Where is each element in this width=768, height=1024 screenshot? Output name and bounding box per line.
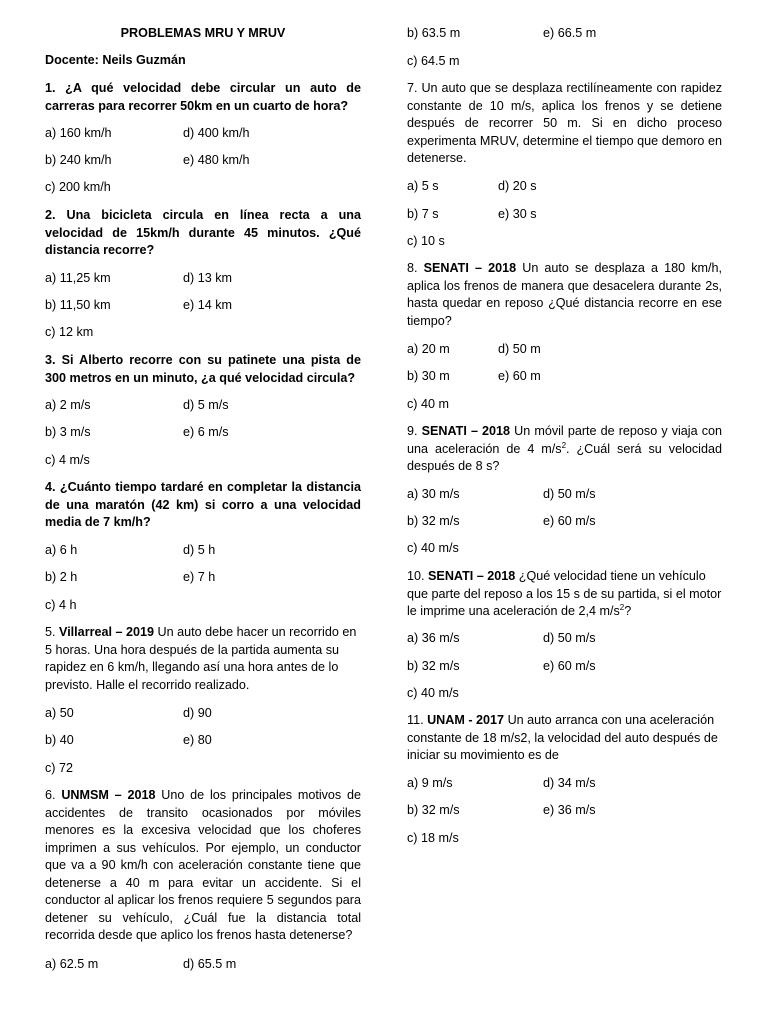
question-2-options-row-3 — [45, 324, 361, 342]
question-source: SENATI – 2018 — [428, 569, 516, 583]
question-5-options-row-3 — [45, 760, 361, 778]
option-c: c) 40 m/s — [407, 686, 459, 700]
option-a: a) 11,25 km — [45, 271, 111, 285]
question-text: Si Alberto recorre con su patinete una pista de 300 metros en un minuto, ¿a qué velocidad circula? — [45, 353, 362, 385]
question-number: 1. — [45, 81, 56, 95]
option-d: d) 20 s — [498, 179, 537, 193]
option-b: b) 30 m — [407, 369, 450, 383]
option-e: e) 60 m/s — [543, 514, 596, 528]
question-1 — [45, 80, 361, 115]
question-number: 5. — [45, 625, 56, 639]
option-c: c) 18 m/s — [407, 831, 459, 845]
option-b: b) 11,50 km — [45, 298, 111, 312]
question-11-options-row-3 — [407, 830, 722, 848]
option-c: c) 40 m/s — [407, 541, 459, 555]
option-b: b) 40 — [45, 733, 74, 747]
question-number: 6. — [45, 788, 56, 802]
question-number: 3. — [45, 353, 56, 367]
option-b: b) 3 m/s — [45, 425, 91, 439]
question-6-options-row-3 — [407, 53, 722, 71]
question-text-end: . ¿Cuál será su velocidad después de 8 s? — [407, 441, 722, 473]
question-4-options-row-3 — [45, 597, 361, 615]
question-8-options-row-2 — [407, 368, 722, 386]
question-number: 4. — [45, 480, 56, 494]
option-c: c) 40 m — [407, 397, 449, 411]
option-a: a) 5 s — [407, 179, 439, 193]
question-2 — [45, 207, 361, 260]
question-9-options-row-2 — [407, 513, 722, 531]
option-d: d) 50 m/s — [543, 631, 596, 645]
option-d: d) 50 m — [498, 342, 541, 356]
option-e: e) 480 km/h — [183, 153, 250, 167]
question-6 — [45, 787, 361, 945]
question-number: 10. — [407, 569, 425, 583]
option-c: c) 64.5 m — [407, 54, 460, 68]
option-c: c) 4 m/s — [45, 453, 90, 467]
option-e: e) 66.5 m — [543, 26, 597, 40]
option-b: b) 32 m/s — [407, 514, 460, 528]
option-d: d) 5 m/s — [183, 398, 229, 412]
question-10-options-row-3 — [407, 685, 722, 703]
option-d: d) 400 km/h — [183, 126, 250, 140]
option-a: a) 20 m — [407, 342, 450, 356]
option-b: b) 240 km/h — [45, 153, 112, 167]
option-c: c) 200 km/h — [45, 180, 111, 194]
option-d: d) 13 km — [183, 271, 232, 285]
option-a: a) 9 m/s — [407, 776, 453, 790]
question-8-options-row-1 — [407, 341, 722, 359]
option-a: a) 160 km/h — [45, 126, 112, 140]
question-text: Un auto arranca con una aceleración constante de 18 m/s2, la velocidad del auto después de iniciar su movimiento es de — [407, 713, 718, 762]
question-source: SENATI – 2018 — [423, 261, 517, 275]
option-d: d) 5 h — [183, 543, 216, 557]
exponent: 2 — [619, 603, 625, 612]
option-d: d) 34 m/s — [543, 776, 596, 790]
option-e: e) 60 m/s — [543, 659, 596, 673]
question-5-options-row-1 — [45, 705, 361, 723]
question-text: Un móvil parte de reposo y viaja con una aceleración de 4 m/s — [407, 424, 723, 456]
question-7 — [407, 80, 722, 168]
question-text: ¿Qué velocidad tiene un vehículo que parte del reposo a los 15 s de su partida, si el motor le imprime una aceleración de 2,4 m/s — [407, 569, 722, 618]
question-text: ¿A qué velocidad debe circular un auto de carreras para recorrer 50km en un cuarto de hora? — [45, 81, 361, 113]
question-10 — [407, 568, 722, 621]
question-9-options-row-3 — [407, 540, 722, 558]
question-10-options-row-2 — [407, 658, 722, 676]
question-9 — [407, 423, 722, 476]
question-1-options-row-2 — [45, 152, 361, 170]
question-number: 11. — [407, 713, 424, 727]
question-source: SENATI – 2018 — [421, 424, 511, 438]
question-5-options-row-2 — [45, 732, 361, 750]
question-7-options-row-2 — [407, 206, 722, 224]
option-a: a) 6 h — [45, 543, 78, 557]
option-a: a) 62.5 m — [45, 957, 99, 971]
option-a: a) 30 m/s — [407, 487, 460, 501]
question-number: 7. — [407, 81, 418, 95]
option-c: c) 10 s — [407, 234, 445, 248]
question-4-options-row-2 — [45, 569, 361, 587]
option-b: b) 32 m/s — [407, 803, 460, 817]
question-text: ¿Cuánto tiempo tardaré en completar la distancia de una maratón (42 km) si corro a una velocidad media de 7 km/h? — [45, 480, 361, 529]
question-text-end: ? — [624, 604, 632, 618]
option-e: e) 6 m/s — [183, 425, 229, 439]
question-text: Un auto se desplaza a 180 km/h, aplica los frenos de manera que desacelera durante 2s, hasta quedar en reposo ¿Qué distancia recorre en ese tiempo? — [407, 261, 722, 328]
page-title: PROBLEMAS MRU Y MRUV — [120, 26, 286, 40]
question-11 — [407, 712, 722, 765]
question-3-options-row-3 — [45, 452, 361, 470]
question-source: UNMSM – 2018 — [61, 788, 156, 802]
question-number: 9. — [407, 424, 418, 438]
option-b: b) 32 m/s — [407, 659, 460, 673]
question-text: Un auto que se desplaza rectilíneamente con rapidez constante de 10 m/s, aplica los frenos y se detiene después de recorrer 50 m. Si en dicho proceso experimenta MRUV, determine el tiempo que demoro en detenerse. — [407, 81, 723, 165]
option-b: b) 7 s — [407, 207, 439, 221]
question-source: Villarreal – 2019 — [59, 625, 155, 639]
question-number: 2. — [45, 208, 56, 222]
option-e: e) 7 h — [183, 570, 216, 584]
option-e: e) 14 km — [183, 298, 232, 312]
option-a: a) 50 — [45, 706, 74, 720]
question-4 — [45, 479, 361, 532]
question-text: Un auto debe hacer un recorrido en 5 horas. Una hora después de la partida aumenta su rapidez en 6 km/h, llegando así una hora antes de lo previsto. Halle el recorrido realizado. — [45, 625, 357, 692]
question-10-options-row-1 — [407, 630, 722, 648]
teacher-label: Docente: Neils Guzmán — [45, 53, 186, 67]
question-7-options-row-1 — [407, 178, 722, 196]
option-e: e) 60 m — [498, 369, 541, 383]
option-b: b) 63.5 m — [407, 26, 461, 40]
question-8-options-row-3 — [407, 396, 722, 414]
option-e: e) 30 s — [498, 207, 537, 221]
option-a: a) 36 m/s — [407, 631, 460, 645]
option-e: e) 36 m/s — [543, 803, 596, 817]
question-3 — [45, 352, 361, 387]
exponent: 2 — [561, 440, 567, 450]
option-e: e) 80 — [183, 733, 212, 747]
question-9-options-row-1 — [407, 486, 722, 504]
option-d: d) 50 m/s — [543, 487, 596, 501]
question-text: Una bicicleta circula en línea recta a una velocidad de 15km/h durante 45 minutos. ¿Qué distancia recorre? — [45, 208, 362, 257]
option-a: a) 2 m/s — [45, 398, 91, 412]
option-c: c) 72 — [45, 761, 73, 775]
question-3-options-row-1 — [45, 397, 361, 415]
option-c: c) 12 km — [45, 325, 94, 339]
question-7-options-row-3 — [407, 233, 722, 251]
question-11-options-row-2 — [407, 802, 722, 820]
option-d: d) 90 — [183, 706, 212, 720]
option-b: b) 2 h — [45, 570, 78, 584]
question-8 — [407, 260, 722, 330]
question-number: 8. — [407, 261, 418, 275]
question-text: Uno de los principales motivos de accidentes de transito ocasionados por móviles menores es la excesiva velocidad que los choferes imprimen a sus vehículos. Por ejemplo, un conductor que va a 90 km/h con aceleración constante tiene que detenerse a 40 m para evitar un accidente. Si el conductor al aplicar los frenos requiere 5 segundos para detener su vehículo, ¿Cuál fue la distancia total recorrida desde que aplico los frenos hasta detenerse? — [45, 788, 362, 942]
question-source: UNAM - 2017 — [427, 713, 505, 727]
question-11-options-row-1 — [407, 775, 722, 793]
question-4-options-row-1 — [45, 542, 361, 560]
option-c: c) 4 h — [45, 598, 77, 612]
question-5 — [45, 624, 361, 694]
question-3-options-row-2 — [45, 424, 361, 442]
option-d: d) 65.5 m — [183, 957, 237, 971]
question-6-options-row-2 — [407, 25, 722, 43]
question-6-options-row-1 — [45, 956, 361, 974]
question-1-options-row-3 — [45, 179, 361, 197]
question-1-options-row-1 — [45, 125, 361, 143]
question-2-options-row-1 — [45, 270, 361, 288]
question-2-options-row-2 — [45, 297, 361, 315]
